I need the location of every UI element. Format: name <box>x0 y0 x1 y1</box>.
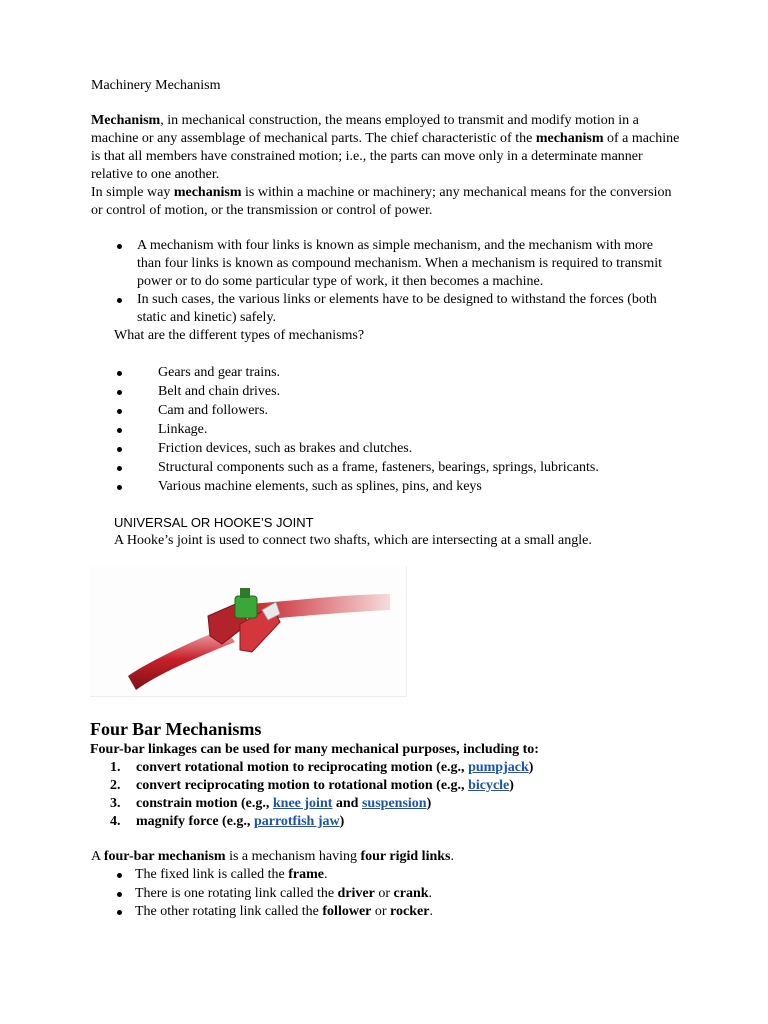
list-item: Friction devices, such as brakes and clutches. <box>114 440 674 459</box>
item-text: The other rotating link called the <box>135 904 323 919</box>
types-question: What are the different types of mechanisms? <box>114 328 365 343</box>
item-text-end: ) <box>339 814 345 829</box>
item-text-mid: or <box>374 885 394 901</box>
cross-pin <box>240 588 250 598</box>
list-item <box>114 885 674 904</box>
item-text-end: ) <box>528 760 534 775</box>
def-text: . <box>450 849 454 864</box>
list-item: Linkage. <box>114 421 674 440</box>
list-item <box>110 777 533 795</box>
document-title: Machinery Mechanism <box>91 78 221 93</box>
def-term-links: four rigid links <box>360 849 451 864</box>
cross-block <box>235 596 257 618</box>
list-item: Structural components such as a frame, fasteners, bearings, springs, lubricants. <box>114 459 674 478</box>
item-term: driver <box>337 885 375 901</box>
list-item: Gears and gear trains. <box>114 364 674 383</box>
list-item: Various machine elements, such as splines, pins, and keys <box>114 478 674 497</box>
term-mechanism-3: mechanism <box>173 185 242 200</box>
mechanism-types-list <box>114 364 674 497</box>
def-text: is a mechanism having <box>225 849 361 864</box>
link-knee-joint[interactable]: knee joint <box>272 796 333 811</box>
universal-joint-illustration <box>90 566 406 696</box>
item-text: There is one rotating link called the <box>135 885 338 901</box>
item-text: The fixed link is called the <box>135 867 289 882</box>
intro-paragraph <box>91 112 686 220</box>
fourbar-lead: Four-bar linkages can be used for many mechanical purposes, including to: <box>90 742 539 757</box>
list-item: A mechanism with four links is known as simple mechanism, and the mechanism with more than four links is known as compound mechanism. When a mechanism is required to transmit power or to do some particular type of work, it then becomes a machine. <box>114 237 674 291</box>
hooke-joint-figure <box>90 566 407 697</box>
item-text-end: . <box>429 904 433 919</box>
link-bicycle[interactable]: bicycle <box>468 778 510 793</box>
item-text: convert reciprocating motion to rotational motion (e.g., <box>136 778 469 793</box>
list-item: In such cases, the various links or elements have to be designed to withstand the forces (both static and kinetic) safely. <box>114 291 674 327</box>
list-item: Cam and followers. <box>114 402 674 421</box>
item-text: convert rotational motion to reciprocating motion (e.g., <box>136 760 469 775</box>
list-item <box>110 759 533 777</box>
intro-text-3: In simple way <box>91 185 174 200</box>
item-number: 3. <box>110 796 121 811</box>
item-term: frame <box>288 867 324 882</box>
def-term: four-bar mechanism <box>103 849 226 864</box>
intro-text-1: , in mechanical construction, the means employed to transmit and modify motion in a machine or any assemblage of mechanical parts. The chief characteristic of the <box>91 113 639 146</box>
item-term-2: crank <box>393 885 429 901</box>
links-list <box>114 866 674 922</box>
hooke-heading: UNIVERSAL OR HOOKE’S JOINT <box>114 515 314 530</box>
item-text: magnify force (e.g., <box>136 814 254 829</box>
intro-text-2: of a machine is that all members have constrained motion; i.e., the parts can move only in a determinate manner relative to one another. <box>91 131 680 182</box>
item-text-end: ) <box>509 778 514 793</box>
item-text-end: ) <box>426 796 432 811</box>
item-text-end: . <box>323 867 328 882</box>
item-term-2: rocker <box>390 904 430 919</box>
term-mechanism-2: mechanism <box>535 131 604 146</box>
fourbar-heading: Four Bar Mechanisms <box>90 719 262 739</box>
term-mechanism: Mechanism <box>91 113 161 128</box>
link-pumpjack[interactable]: pumpjack <box>468 760 529 775</box>
link-suspension[interactable]: suspension <box>361 796 427 811</box>
list-item <box>110 795 533 813</box>
item-number: 2. <box>110 778 121 793</box>
fourbar-uses-list <box>110 759 533 831</box>
list-item <box>114 866 674 885</box>
list-item <box>110 813 533 831</box>
list-item <box>114 903 674 922</box>
item-term: follower <box>322 904 372 919</box>
def-text: A <box>91 849 104 864</box>
item-number: 1. <box>110 760 121 775</box>
item-text-mid: and <box>332 796 362 811</box>
link-parrotfish-jaw[interactable]: parrotfish jaw <box>253 814 340 829</box>
item-text-end: . <box>428 885 433 901</box>
list-item: Belt and chain drives. <box>114 383 674 402</box>
mechanism-notes-list <box>114 237 674 327</box>
item-text: constrain motion (e.g., <box>136 796 273 811</box>
hooke-description: A Hooke’s joint is used to connect two shafts, which are intersecting at a small angle. <box>114 533 592 548</box>
item-text-mid: or <box>371 904 391 919</box>
fourbar-definition <box>91 848 454 866</box>
intro-text-4: is within a machine or machinery; any mechanical means for the conversion or control of motion, or the transmission or control of power. <box>91 185 672 218</box>
item-number: 4. <box>110 814 121 829</box>
